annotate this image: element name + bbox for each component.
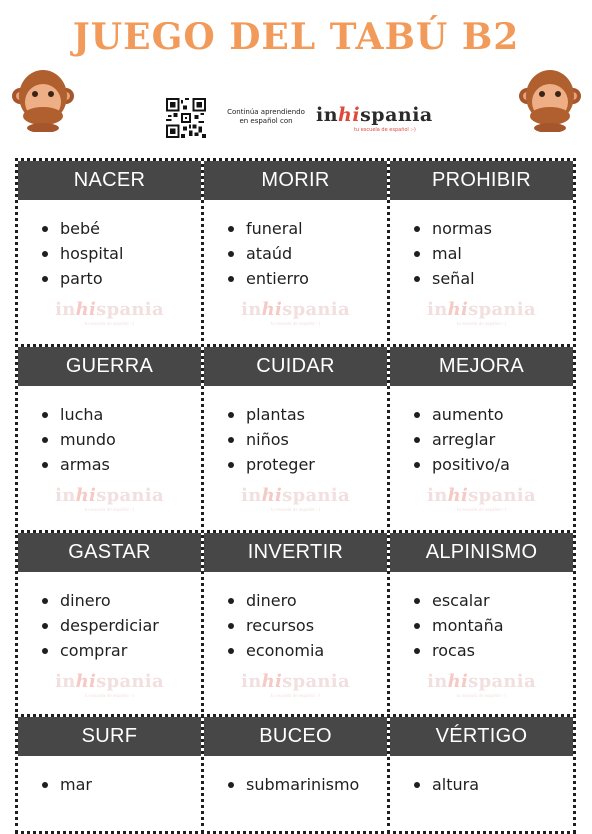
watermark-logo: inhispania: [55, 299, 164, 320]
taboo-card: [201, 344, 390, 533]
watermark-tagline: tu escuela de español :-): [270, 693, 321, 698]
taboo-card: [387, 344, 576, 533]
taboo-word: altura: [432, 772, 573, 797]
taboo-card: [15, 158, 204, 347]
taboo-word: submarinismo: [246, 772, 387, 797]
taboo-word: bebé: [60, 216, 201, 241]
watermark-logo: inhispania: [241, 671, 350, 692]
see-no-evil-monkey-icon: [12, 66, 74, 132]
page-title: JUEGO DEL TABÚ B2: [72, 16, 520, 58]
watermark-logo: inhispania: [55, 671, 164, 692]
taboo-word: proteger: [246, 452, 387, 477]
taboo-word: escalar: [432, 588, 573, 613]
taboo-word: plantas: [246, 402, 387, 427]
card-header-word: BUCEO: [204, 717, 387, 756]
taboo-card: [15, 344, 204, 533]
taboo-word-list: [18, 386, 201, 477]
card-header-word: CUIDAR: [204, 347, 387, 386]
taboo-word: armas: [60, 452, 201, 477]
taboo-word-list: [390, 200, 573, 291]
card-header-word: PROHIBIR: [390, 161, 573, 200]
watermark-tagline: tu escuela de español :-): [270, 507, 321, 512]
brand-logo[interactable]: inhispania: [316, 104, 433, 126]
taboo-word: mal: [432, 241, 573, 266]
taboo-word: arreglar: [432, 427, 573, 452]
watermark-tagline: tu escuela de español :-): [456, 693, 507, 698]
watermark-tagline: tu escuela de español :-): [456, 507, 507, 512]
taboo-word-list: [204, 572, 387, 663]
taboo-card: [387, 158, 576, 347]
taboo-word: hospital: [60, 241, 201, 266]
card-header-word: SURF: [18, 717, 201, 756]
card-header-word: INVERTIR: [204, 533, 387, 572]
card-header-word: GUERRA: [18, 347, 201, 386]
watermark-logo: inhispania: [241, 299, 350, 320]
watermark-logo: inhispania: [427, 485, 536, 506]
card-header-word: MORIR: [204, 161, 387, 200]
taboo-card: [387, 714, 576, 834]
taboo-card: [201, 158, 390, 347]
promo-banner: [162, 98, 432, 140]
taboo-word-list: [18, 756, 201, 797]
card-header-word: ALPINISMO: [390, 533, 573, 572]
taboo-word: entierro: [246, 266, 387, 291]
taboo-card: [201, 714, 390, 834]
taboo-word: niños: [246, 427, 387, 452]
taboo-word-list: [18, 572, 201, 663]
taboo-word: lucha: [60, 402, 201, 427]
promo-text: Continúa aprendiendo en español con: [227, 108, 305, 125]
taboo-word: normas: [432, 216, 573, 241]
card-header-word: MEJORA: [390, 347, 573, 386]
taboo-card: [15, 714, 204, 834]
taboo-word: dinero: [60, 588, 201, 613]
taboo-word: economia: [246, 638, 387, 663]
taboo-word: mar: [60, 772, 201, 797]
watermark-logo: inhispania: [427, 299, 536, 320]
taboo-word-list: [204, 386, 387, 477]
watermark-tagline: tu escuela de español :-): [270, 321, 321, 326]
taboo-word: funeral: [246, 216, 387, 241]
taboo-card: [15, 530, 204, 717]
card-header-word: NACER: [18, 161, 201, 200]
watermark-tagline: tu escuela de español :-): [84, 507, 135, 512]
watermark-tagline: tu escuela de español :-): [456, 321, 507, 326]
taboo-word: ataúd: [246, 241, 387, 266]
card-header-word: VÉRTIGO: [390, 717, 573, 756]
taboo-word: parto: [60, 266, 201, 291]
taboo-card-grid: [15, 158, 576, 798]
taboo-word: aumento: [432, 402, 573, 427]
taboo-card: [201, 530, 390, 717]
taboo-word: rocas: [432, 638, 573, 663]
watermark-tagline: tu escuela de español :-): [84, 321, 135, 326]
taboo-word-list: [390, 756, 573, 797]
taboo-word-list: [204, 756, 387, 797]
taboo-word: montaña: [432, 613, 573, 638]
taboo-word: recursos: [246, 613, 387, 638]
brand-tagline: tu escuela de español :-): [354, 127, 416, 133]
taboo-word: positivo/a: [432, 452, 573, 477]
taboo-word: comprar: [60, 638, 201, 663]
qr-code-icon[interactable]: [166, 98, 206, 138]
taboo-word: mundo: [60, 427, 201, 452]
watermark-logo: inhispania: [427, 671, 536, 692]
taboo-card: [387, 530, 576, 717]
watermark-logo: inhispania: [55, 485, 164, 506]
taboo-word-list: [390, 572, 573, 663]
taboo-word-list: [18, 200, 201, 291]
card-header-word: GASTAR: [18, 533, 201, 572]
taboo-word: desperdiciar: [60, 613, 201, 638]
see-no-evil-monkey-icon: [519, 66, 581, 132]
watermark-logo: inhispania: [241, 485, 350, 506]
taboo-word: dinero: [246, 588, 387, 613]
taboo-word-list: [204, 200, 387, 291]
watermark-tagline: tu escuela de español :-): [84, 693, 135, 698]
taboo-word-list: [390, 386, 573, 477]
taboo-word: señal: [432, 266, 573, 291]
